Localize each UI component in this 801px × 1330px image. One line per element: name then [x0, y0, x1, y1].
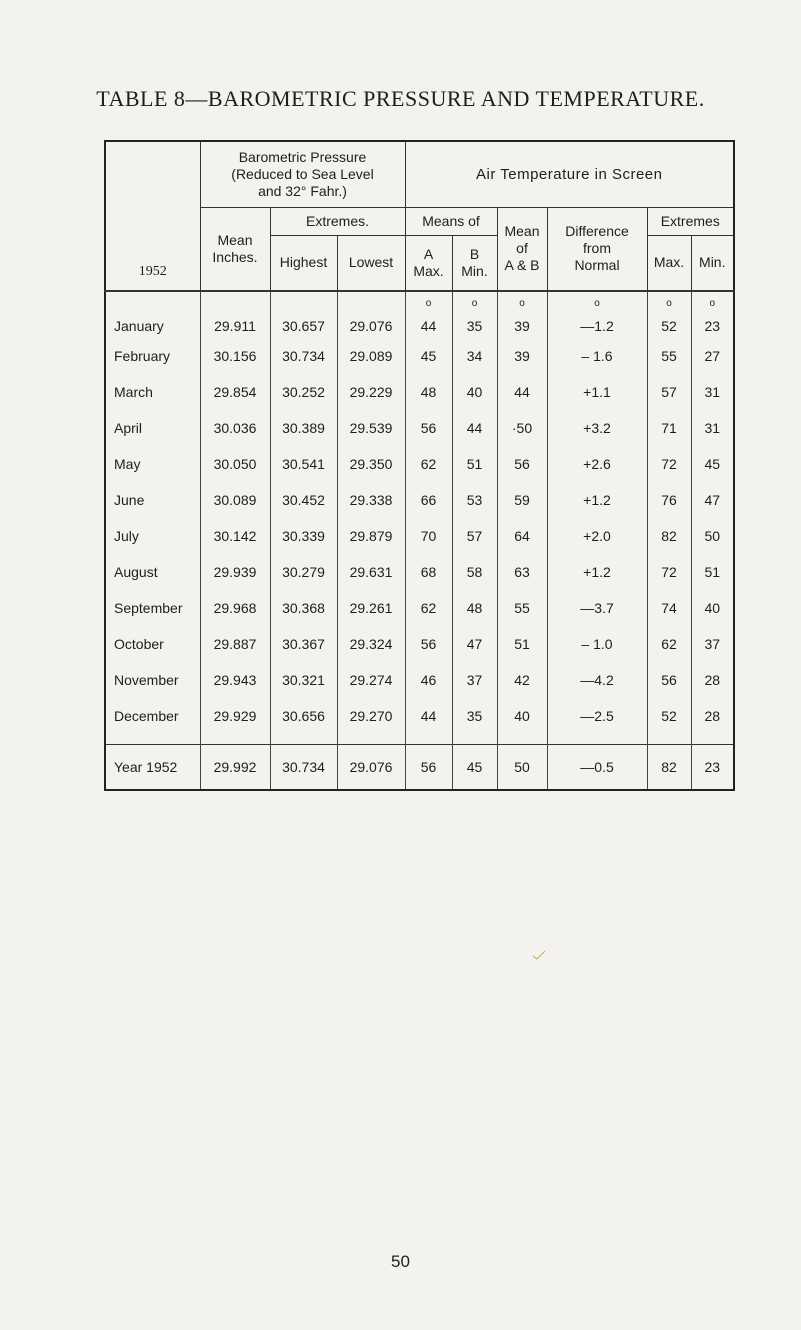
- cell-low: 29.076: [337, 745, 405, 791]
- pressure-temperature-table: [104, 140, 735, 791]
- cell-low: 29.324: [337, 626, 405, 662]
- cell-meanab: 56: [497, 446, 547, 482]
- cell-bmin: 35: [452, 314, 497, 338]
- cell-high: 30.734: [270, 338, 337, 374]
- cell-meanab: ·50: [497, 410, 547, 446]
- cell-meanab: 42: [497, 662, 547, 698]
- cell-mean: 29.887: [200, 626, 270, 662]
- check-mark-icon: [532, 950, 546, 960]
- b-min-line-2: Min.: [461, 262, 488, 279]
- cell-low: 29.274: [337, 662, 405, 698]
- cell-meanab: 55: [497, 590, 547, 626]
- cell-emin: 51: [691, 554, 734, 590]
- cell-low: 29.350: [337, 446, 405, 482]
- empty-cell: [337, 291, 405, 314]
- baro-line-1: Barometric Pressure: [238, 148, 367, 165]
- cell-month: August: [114, 564, 158, 580]
- cell-amax: 46: [405, 662, 452, 698]
- cell-bmin: 51: [452, 446, 497, 482]
- cell-amax: 56: [405, 745, 452, 791]
- cell-bmin: 53: [452, 482, 497, 518]
- degree-symbol: o: [547, 291, 647, 314]
- cell-low: 29.229: [337, 374, 405, 410]
- cell-high: 30.368: [270, 590, 337, 626]
- cell-emax: 57: [647, 374, 691, 410]
- table-title: TABLE 8—BAROMETRIC PRESSURE AND TEMPERATURE.: [96, 86, 705, 111]
- cell-emax: 56: [647, 662, 691, 698]
- cell-high: 30.657: [270, 314, 337, 338]
- cell-bmin: 34: [452, 338, 497, 374]
- empty-cell: [452, 734, 497, 745]
- cell-amax: 56: [405, 410, 452, 446]
- cell-emax: 72: [647, 554, 691, 590]
- table-row: [105, 374, 734, 410]
- mean-ab-line-3: A & B: [504, 257, 540, 274]
- empty-cell: [547, 734, 647, 745]
- table-row: [105, 410, 734, 446]
- cell-bmin: 57: [452, 518, 497, 554]
- cell-month: January: [114, 318, 164, 334]
- cell-meanab: 40: [497, 698, 547, 734]
- cell-month: July: [114, 528, 139, 544]
- cell-amax: 66: [405, 482, 452, 518]
- cell-high: 30.734: [270, 745, 337, 791]
- cell-emax: 62: [647, 626, 691, 662]
- cell-emax: 71: [647, 410, 691, 446]
- table-row: [105, 662, 734, 698]
- cell-bmin: 37: [452, 662, 497, 698]
- empty-cell: [647, 734, 691, 745]
- table-row: [105, 590, 734, 626]
- a-max-line-1: A: [423, 245, 434, 262]
- cell-emin: 47: [691, 482, 734, 518]
- row-spacer: [105, 734, 734, 745]
- cell-meanab: 44: [497, 374, 547, 410]
- cell-mean: 29.968: [200, 590, 270, 626]
- cell-emin: 45: [691, 446, 734, 482]
- cell-mean: 29.943: [200, 662, 270, 698]
- cell-emin: 28: [691, 698, 734, 734]
- cell-low: 29.631: [337, 554, 405, 590]
- cell-high: 30.367: [270, 626, 337, 662]
- means-of-header: Means of: [405, 207, 497, 235]
- cell-high: 30.339: [270, 518, 337, 554]
- degree-symbol-row: [105, 291, 734, 314]
- cell-high: 30.252: [270, 374, 337, 410]
- cell-bmin: 48: [452, 590, 497, 626]
- empty-cell: [497, 734, 547, 745]
- cell-bmin: 47: [452, 626, 497, 662]
- cell-emin: 23: [691, 314, 734, 338]
- table-row: [105, 314, 734, 338]
- cell-emax: 82: [647, 518, 691, 554]
- highest-header: Highest: [270, 235, 337, 291]
- cell-emin: 23: [691, 745, 734, 791]
- difference-header: [547, 207, 647, 291]
- cell-mean: 30.050: [200, 446, 270, 482]
- cell-month: June: [114, 492, 145, 508]
- cell-meanab: 64: [497, 518, 547, 554]
- a-max-line-2: Max.: [413, 262, 444, 279]
- empty-cell: [200, 291, 270, 314]
- cell-amax: 62: [405, 590, 452, 626]
- empty-cell: [270, 291, 337, 314]
- cell-diff: —4.2: [547, 662, 647, 698]
- mean-ab-line-2: of: [516, 240, 528, 257]
- cell-meanab: 51: [497, 626, 547, 662]
- cell-meanab: 63: [497, 554, 547, 590]
- cell-high: 30.656: [270, 698, 337, 734]
- table-row: [105, 554, 734, 590]
- cell-low: 29.076: [337, 314, 405, 338]
- cell-month: September: [114, 600, 183, 616]
- difference-line-1: Difference: [565, 223, 629, 240]
- air-temperature-group-header: Air Temperature in Screen: [405, 141, 734, 207]
- cell-amax: 56: [405, 626, 452, 662]
- cell-meanab: 39: [497, 338, 547, 374]
- mean-ab-line-1: Mean: [504, 223, 540, 240]
- cell-diff: —3.7: [547, 590, 647, 626]
- cell-amax: 62: [405, 446, 452, 482]
- cell-emax: 55: [647, 338, 691, 374]
- cell-mean: 30.036: [200, 410, 270, 446]
- cell-low: 29.338: [337, 482, 405, 518]
- table-row: [105, 482, 734, 518]
- cell-diff: – 1.0: [547, 626, 647, 662]
- cell-bmin: 35: [452, 698, 497, 734]
- cell-emax: 52: [647, 698, 691, 734]
- cell-diff: +1.1: [547, 374, 647, 410]
- cell-high: 30.321: [270, 662, 337, 698]
- cell-low: 29.539: [337, 410, 405, 446]
- a-max-header: [405, 235, 452, 291]
- degree-symbol: o: [497, 291, 547, 314]
- cell-emax: 52: [647, 314, 691, 338]
- table-row: [105, 338, 734, 374]
- extremes-header: Extremes.: [270, 207, 405, 235]
- cell-low: 29.089: [337, 338, 405, 374]
- cell-month: November: [114, 672, 179, 688]
- table-row: [105, 626, 734, 662]
- max-header: Max.: [647, 235, 691, 291]
- cell-high: 30.389: [270, 410, 337, 446]
- cell-mean: 29.992: [200, 745, 270, 791]
- cell-amax: 44: [405, 698, 452, 734]
- cell-amax: 68: [405, 554, 452, 590]
- cell-bmin: 40: [452, 374, 497, 410]
- cell-emin: 31: [691, 374, 734, 410]
- cell-month: February: [114, 348, 171, 364]
- empty-cell: [105, 734, 200, 745]
- cell-meanab: 59: [497, 482, 547, 518]
- b-min-line-1: B: [469, 245, 480, 262]
- cell-mean: 29.911: [200, 314, 270, 338]
- empty-cell: [200, 734, 270, 745]
- cell-bmin: 45: [452, 745, 497, 791]
- degree-symbol: o: [691, 291, 734, 314]
- table-row: [105, 698, 734, 734]
- degree-symbol: o: [405, 291, 452, 314]
- cell-diff: +2.6: [547, 446, 647, 482]
- degree-symbol: o: [647, 291, 691, 314]
- temp-extremes-header: Extremes: [647, 207, 734, 235]
- cell-low: 29.879: [337, 518, 405, 554]
- cell-emax: 82: [647, 745, 691, 791]
- cell-month: October: [114, 636, 164, 652]
- cell-emax: 76: [647, 482, 691, 518]
- cell-month: May: [114, 456, 141, 472]
- cell-amax: 45: [405, 338, 452, 374]
- cell-amax: 48: [405, 374, 452, 410]
- baro-line-3: and 32° Fahr.): [258, 182, 347, 199]
- mean-inches-line-1: Mean: [217, 231, 253, 248]
- cell-mean: 29.854: [200, 374, 270, 410]
- cell-amax: 70: [405, 518, 452, 554]
- cell-diff: +1.2: [547, 482, 647, 518]
- cell-diff: +1.2: [547, 554, 647, 590]
- cell-amax: 44: [405, 314, 452, 338]
- mean-ab-header: [497, 207, 547, 291]
- cell-diff: —0.5: [547, 745, 647, 791]
- cell-low: 29.270: [337, 698, 405, 734]
- b-min-header: [452, 235, 497, 291]
- cell-emin: 50: [691, 518, 734, 554]
- page-number: 50: [391, 1252, 410, 1271]
- cell-diff: —1.2: [547, 314, 647, 338]
- cell-mean: 30.089: [200, 482, 270, 518]
- cell-high: 30.541: [270, 446, 337, 482]
- empty-cell: [405, 734, 452, 745]
- cell-mean: 29.939: [200, 554, 270, 590]
- cell-diff: +3.2: [547, 410, 647, 446]
- cell-emin: 31: [691, 410, 734, 446]
- empty-cell: [270, 734, 337, 745]
- empty-cell: [105, 291, 200, 314]
- lowest-header: Lowest: [337, 235, 405, 291]
- mean-inches-line-2: Inches.: [212, 248, 258, 265]
- cell-bmin: 58: [452, 554, 497, 590]
- cell-emin: 27: [691, 338, 734, 374]
- min-header: Min.: [691, 235, 734, 291]
- cell-month: December: [114, 708, 179, 724]
- year-header: 1952: [105, 141, 200, 291]
- cell-emax: 74: [647, 590, 691, 626]
- difference-line-3: Normal: [574, 257, 620, 274]
- cell-high: 30.452: [270, 482, 337, 518]
- cell-low: 29.261: [337, 590, 405, 626]
- cell-emax: 72: [647, 446, 691, 482]
- cell-bmin: 44: [452, 410, 497, 446]
- cell-diff: +2.0: [547, 518, 647, 554]
- empty-cell: [691, 734, 734, 745]
- barometric-group-header: [200, 141, 405, 207]
- mean-inches-header: [200, 207, 270, 291]
- cell-emin: 37: [691, 626, 734, 662]
- cell-meanab: 39: [497, 314, 547, 338]
- cell-mean: 30.156: [200, 338, 270, 374]
- cell-emin: 28: [691, 662, 734, 698]
- cell-emin: 40: [691, 590, 734, 626]
- cell-month: Year 1952: [105, 745, 200, 791]
- cell-diff: – 1.6: [547, 338, 647, 374]
- table-row: [105, 446, 734, 482]
- cell-high: 30.279: [270, 554, 337, 590]
- table-row: [105, 518, 734, 554]
- cell-mean: 30.142: [200, 518, 270, 554]
- cell-meanab: 50: [497, 745, 547, 791]
- cell-mean: 29.929: [200, 698, 270, 734]
- cell-diff: —2.5: [547, 698, 647, 734]
- empty-cell: [337, 734, 405, 745]
- cell-month: March: [114, 384, 153, 400]
- year-total-row: [105, 745, 734, 791]
- degree-symbol: o: [452, 291, 497, 314]
- difference-line-2: from: [583, 240, 611, 257]
- baro-line-2: (Reduced to Sea Level: [231, 165, 374, 182]
- cell-month: April: [114, 420, 143, 436]
